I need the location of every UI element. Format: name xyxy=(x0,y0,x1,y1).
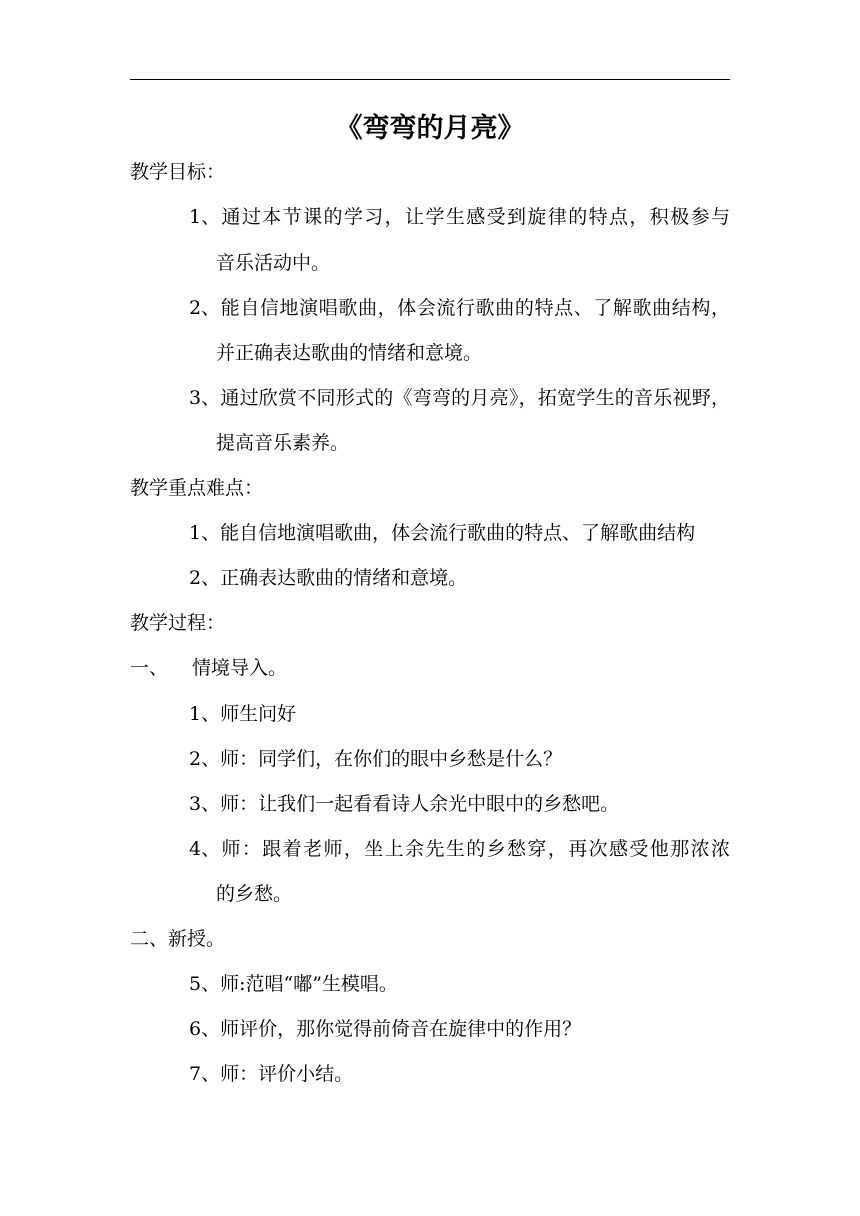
objective-item-3 xyxy=(189,383,730,413)
item-text: 师：同学们，在你们的眼中乡愁是什么？ xyxy=(220,748,563,770)
item-text: 正确表达歌曲的情绪和意境。 xyxy=(220,567,468,589)
item-number: 1、 xyxy=(189,206,221,228)
item-number: 2、 xyxy=(189,567,221,589)
key-points-heading: 教学重点难点： xyxy=(130,477,264,499)
objective-item-3-continuation: 提高音乐素养。 xyxy=(216,432,350,454)
process-part-1-heading xyxy=(130,653,288,683)
item-number: 1、 xyxy=(189,522,221,544)
item-number: 3、 xyxy=(189,387,221,409)
process-item-4-continuation: 的乡愁。 xyxy=(216,883,293,905)
process-item-2 xyxy=(189,744,730,774)
process-heading: 教学过程： xyxy=(130,612,226,634)
process-item-6 xyxy=(189,1014,730,1044)
item-text: 师生问好 xyxy=(220,703,297,725)
objective-item-2 xyxy=(189,293,730,323)
item-number: 7、 xyxy=(189,1063,221,1085)
item-number: 6、 xyxy=(189,1018,221,1040)
part-title: 情境导入。 xyxy=(192,657,288,679)
item-number: 4、 xyxy=(189,838,221,860)
item-text: 通过本节课的学习，让学生感受到旋律的特点，积极参与 xyxy=(220,206,730,228)
item-number: 5、 xyxy=(189,973,221,995)
item-number: 2、 xyxy=(189,748,221,770)
item-text: 能自信地演唱歌曲，体会流行歌曲的特点、了解歌曲结构， xyxy=(220,297,730,319)
objective-item-1-continuation: 音乐活动中。 xyxy=(216,252,331,274)
objectives-heading: 教学目标： xyxy=(130,161,226,183)
process-part-2-heading: 二、新授。 xyxy=(130,928,226,950)
item-text: 师：让我们一起看看诗人余光中眼中的乡愁吧。 xyxy=(220,793,620,815)
item-text: 师评价，那你觉得前倚音在旋律中的作用？ xyxy=(220,1018,582,1040)
item-text: 通过欣赏不同形式的《弯弯的月亮》，拓宽学生的音乐视野， xyxy=(220,387,730,409)
header-rule xyxy=(130,79,730,80)
item-text: 师：评价小结。 xyxy=(220,1063,354,1085)
item-number: 2、 xyxy=(189,297,221,319)
item-number: 3、 xyxy=(189,793,221,815)
process-item-4 xyxy=(189,834,730,864)
key-point-item-2 xyxy=(189,563,730,593)
objective-item-2-continuation: 并正确表达歌曲的情绪和意境。 xyxy=(216,342,483,364)
part-number: 一、 xyxy=(130,657,169,679)
process-item-3 xyxy=(189,789,730,819)
item-text: 师:范唱“嘟”生模唱。 xyxy=(220,973,398,995)
process-item-1 xyxy=(189,699,730,729)
item-text: 能自信地演唱歌曲，体会流行歌曲的特点、了解歌曲结构 xyxy=(220,522,696,544)
process-item-7 xyxy=(189,1059,730,1089)
document-title: 《弯弯的月亮》 xyxy=(335,113,525,144)
process-item-5 xyxy=(189,969,730,999)
key-point-item-1 xyxy=(189,518,730,548)
item-text: 师：跟着老师，坐上余先生的乡愁穿，再次感受他那浓浓 xyxy=(220,838,730,860)
objective-item-1 xyxy=(189,202,730,232)
item-number: 1、 xyxy=(189,703,221,725)
